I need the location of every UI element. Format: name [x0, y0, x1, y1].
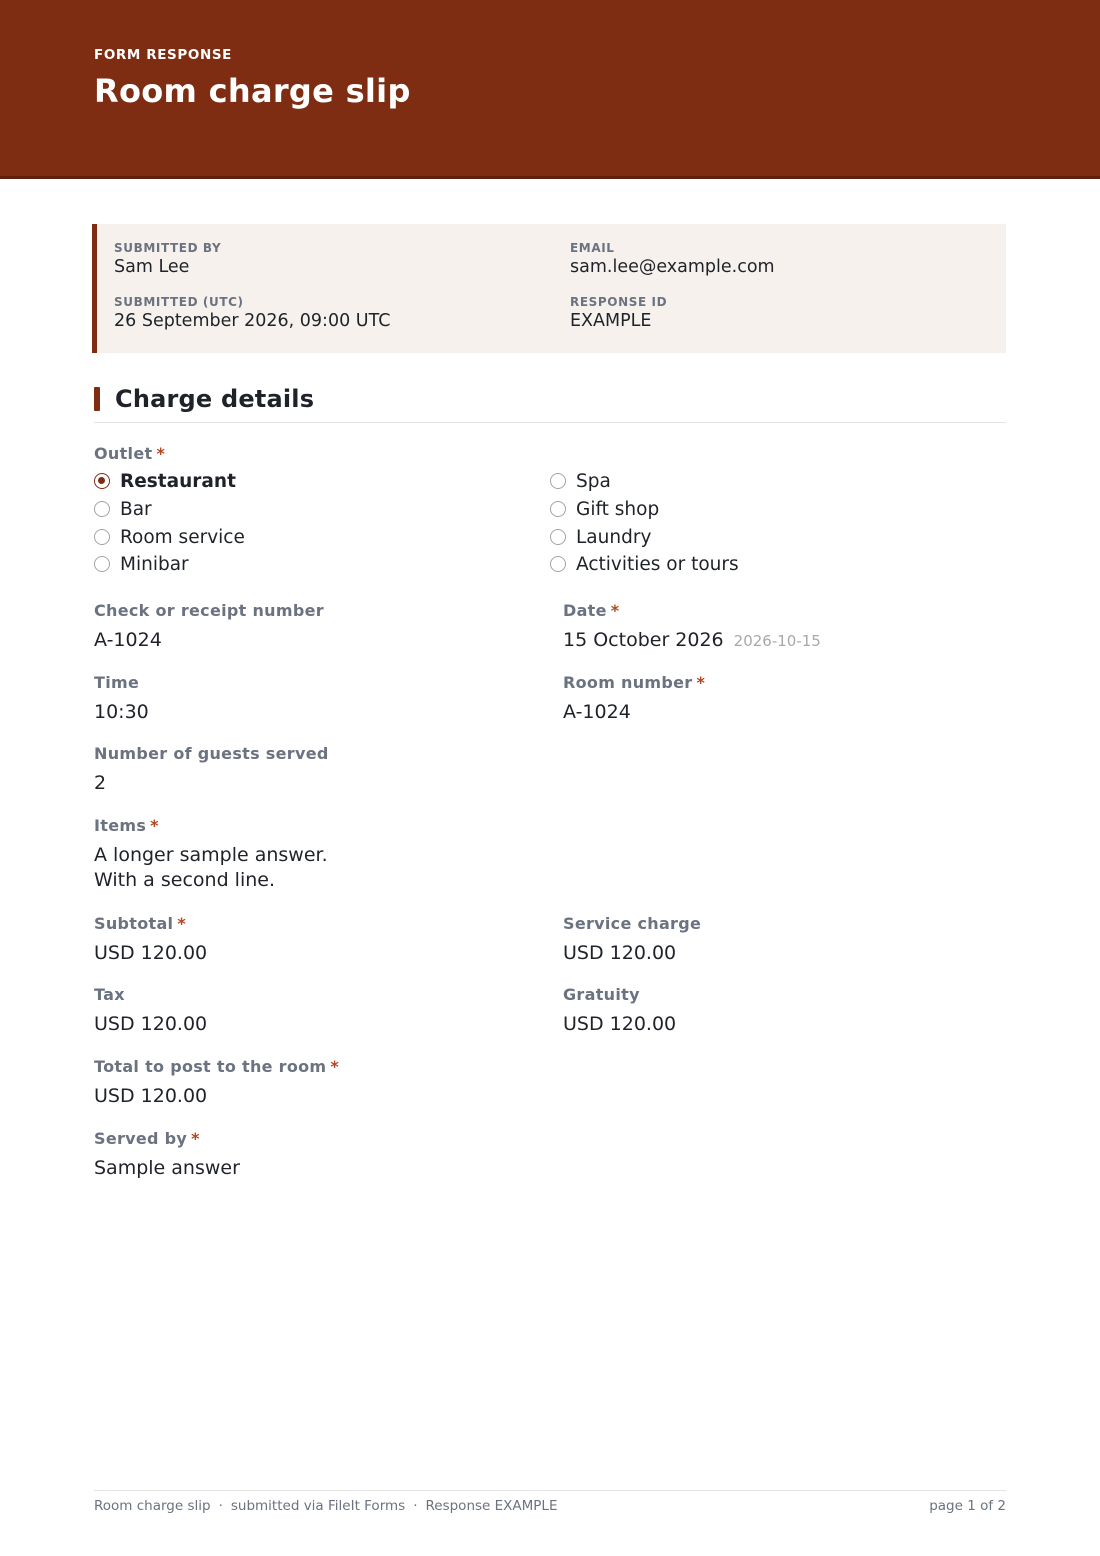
field-value: USD 120.00 [94, 1013, 208, 1035]
option-label: Bar [120, 498, 152, 520]
field-check-number [94, 601, 324, 653]
section-title: Charge details [115, 385, 315, 413]
outlet-option-restaurant[interactable] [94, 470, 236, 492]
field-label: Served by * [94, 1129, 200, 1148]
field-value [94, 843, 328, 893]
radio-unselected-icon[interactable] [550, 529, 566, 545]
footer-separator: · [218, 1498, 223, 1514]
page-title: Room charge slip [94, 72, 411, 110]
radio-unselected-icon[interactable] [550, 473, 566, 489]
option-label: Room service [120, 526, 245, 548]
field-subtotal [94, 914, 207, 966]
page-number: page 1 of 2 [929, 1498, 1006, 1514]
footer-separator: · [413, 1498, 418, 1514]
field-value: USD 120.00 [94, 942, 208, 964]
field-label: Number of guests served [94, 744, 329, 763]
field-time [94, 673, 149, 725]
field-value: Sample answer [94, 1157, 240, 1179]
option-label: Restaurant [120, 470, 236, 492]
required-mark: * [156, 444, 166, 463]
meta-value: sam.lee@example.com [570, 257, 775, 277]
outlet-option-spa[interactable] [550, 470, 611, 492]
header-eyebrow: FORM RESPONSE [94, 47, 232, 63]
submission-meta-panel [92, 224, 1006, 353]
items-line: A longer sample answer. [94, 844, 328, 866]
option-label: Spa [576, 470, 611, 492]
meta-submitted-utc [114, 295, 390, 331]
field-tax [94, 985, 207, 1037]
section-accent-bar [94, 387, 100, 411]
footer-response: Response EXAMPLE [425, 1498, 558, 1514]
option-label: Gift shop [576, 498, 660, 520]
outlet-option-minibar[interactable] [94, 553, 189, 575]
field-value: 10:30 [94, 701, 149, 723]
field-gratuity [563, 985, 676, 1037]
outlet-option-activities[interactable] [550, 553, 739, 575]
field-value: USD 120.00 [563, 1013, 677, 1035]
outlet-option-laundry[interactable] [550, 526, 651, 548]
field-service-charge [563, 914, 701, 966]
page-header [0, 0, 1100, 179]
radio-selected-icon[interactable] [94, 473, 110, 489]
required-mark: * [177, 914, 187, 933]
option-label: Minibar [120, 553, 189, 575]
radio-unselected-icon[interactable] [94, 556, 110, 572]
radio-unselected-icon[interactable] [94, 529, 110, 545]
option-label: Activities or tours [576, 553, 739, 575]
radio-unselected-icon[interactable] [94, 501, 110, 517]
field-guests [94, 744, 329, 796]
meta-value: EXAMPLE [570, 311, 652, 331]
field-total [94, 1057, 339, 1109]
field-value: USD 120.00 [94, 1085, 208, 1107]
required-mark: * [696, 673, 706, 692]
option-label: Laundry [576, 526, 652, 548]
field-value: A-1024 [563, 701, 631, 723]
field-label: Items * [94, 816, 159, 835]
field-served-by [94, 1129, 240, 1181]
outlet-option-bar[interactable] [94, 498, 152, 520]
field-label: Outlet * [94, 444, 166, 463]
field-value: 15 October 2026 2026-10-15 [563, 629, 821, 651]
meta-label: RESPONSE ID [570, 295, 668, 309]
meta-value: 26 September 2026, 09:00 UTC [114, 311, 391, 331]
outlet-option-room-service[interactable] [94, 526, 245, 548]
field-label: Time [94, 673, 140, 692]
field-label: Gratuity [563, 985, 640, 1004]
field-room-number [563, 673, 705, 725]
required-mark: * [150, 816, 159, 835]
radio-unselected-icon[interactable] [550, 501, 566, 517]
field-label: Check or receipt number [94, 601, 324, 620]
meta-label: EMAIL [570, 241, 615, 255]
field-value: A-1024 [94, 629, 162, 651]
field-outlet [94, 444, 165, 463]
required-mark: * [191, 1129, 200, 1148]
footer-via: submitted via FileIt Forms [230, 1498, 406, 1514]
field-items [94, 816, 328, 893]
footer-form-name: Room charge slip [94, 1498, 211, 1514]
field-value: USD 120.00 [563, 942, 677, 964]
footer-info [94, 1498, 557, 1514]
field-label: Service charge [563, 914, 702, 933]
section-heading [94, 385, 314, 413]
footer-divider [94, 1490, 1006, 1491]
date-iso: 2026-10-15 [733, 632, 821, 650]
field-label: Room number * [563, 673, 706, 692]
field-value: 2 [94, 772, 107, 794]
required-mark: * [330, 1057, 340, 1076]
meta-response-id [570, 295, 667, 331]
meta-email [570, 241, 775, 277]
field-label: Date * [563, 601, 620, 620]
meta-label: SUBMITTED BY [114, 241, 222, 255]
meta-value: Sam Lee [114, 257, 190, 277]
meta-label: SUBMITTED (UTC) [114, 295, 244, 309]
section-divider [94, 422, 1006, 423]
outlet-option-gift-shop[interactable] [550, 498, 659, 520]
items-line: With a second line. [94, 869, 275, 891]
meta-submitted-by [114, 241, 221, 277]
required-mark: * [610, 601, 620, 620]
field-label: Total to post to the room * [94, 1057, 340, 1076]
radio-unselected-icon[interactable] [550, 556, 566, 572]
field-label: Tax [94, 985, 125, 1004]
field-label: Subtotal * [94, 914, 187, 933]
field-date [563, 601, 821, 654]
